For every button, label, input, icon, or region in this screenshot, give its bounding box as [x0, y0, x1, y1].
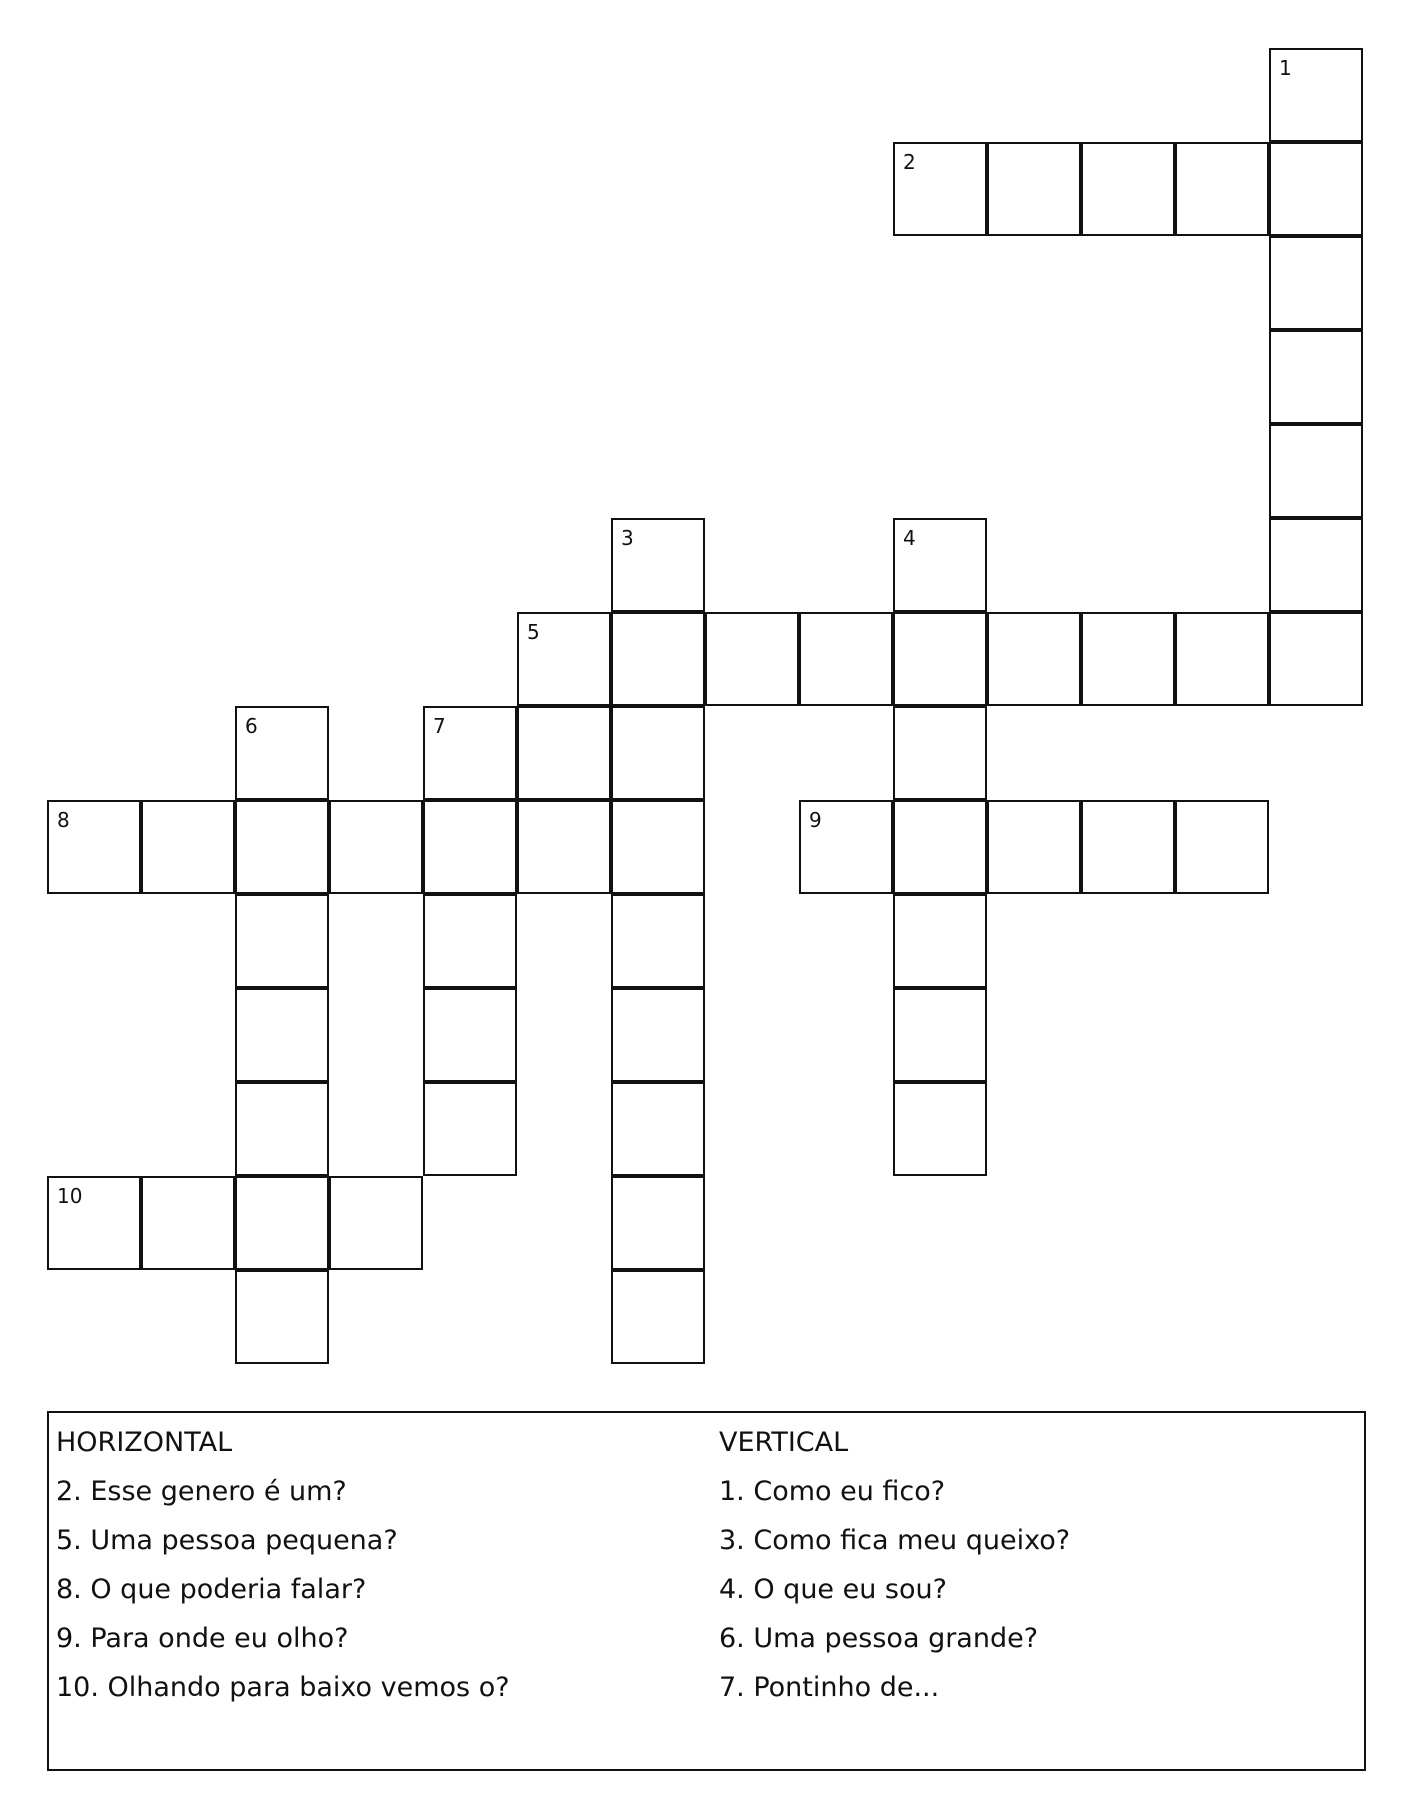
crossword-cell[interactable]	[893, 1082, 987, 1176]
clue-horizontal-9: 9. Para onde eu olho?	[56, 1623, 349, 1654]
cell-clue-number: 10	[57, 1184, 83, 1208]
crossword-cell[interactable]	[1081, 612, 1175, 706]
crossword-cell[interactable]	[1269, 330, 1363, 424]
vertical-heading: VERTICAL	[719, 1427, 849, 1458]
crossword-cell[interactable]	[1081, 142, 1175, 236]
crossword-cell[interactable]	[1175, 612, 1269, 706]
cell-clue-number: 2	[903, 150, 916, 174]
clue-vertical-7: 7. Pontinho de...	[719, 1672, 940, 1703]
crossword-cell[interactable]	[611, 800, 705, 894]
crossword-cell[interactable]	[423, 800, 517, 894]
crossword-cell[interactable]	[799, 800, 893, 894]
crossword-cell[interactable]	[893, 988, 987, 1082]
crossword-cell[interactable]	[611, 988, 705, 1082]
crossword-cell[interactable]	[611, 706, 705, 800]
cell-clue-number: 6	[245, 714, 258, 738]
crossword-cell[interactable]	[799, 612, 893, 706]
crossword-cell[interactable]	[141, 1176, 235, 1270]
crossword-cell[interactable]	[611, 1270, 705, 1364]
cell-clue-number: 9	[809, 808, 822, 832]
crossword-cell[interactable]	[47, 1176, 141, 1270]
crossword-cell[interactable]	[1175, 800, 1269, 894]
crossword-cell[interactable]	[141, 800, 235, 894]
crossword-cell[interactable]	[423, 988, 517, 1082]
crossword-cell[interactable]	[1269, 236, 1363, 330]
crossword-cell[interactable]	[893, 706, 987, 800]
crossword-cell[interactable]	[1175, 142, 1269, 236]
crossword-cell[interactable]	[235, 1082, 329, 1176]
crossword-cell[interactable]	[1269, 48, 1363, 142]
crossword-cell[interactable]	[423, 1082, 517, 1176]
crossword-cell[interactable]	[329, 800, 423, 894]
cell-clue-number: 7	[433, 714, 446, 738]
crossword-cell[interactable]	[893, 894, 987, 988]
clue-horizontal-2: 2. Esse genero é um?	[56, 1476, 347, 1507]
crossword-cell[interactable]	[329, 1176, 423, 1270]
crossword-cell[interactable]	[235, 988, 329, 1082]
clue-vertical-4: 4. O que eu sou?	[719, 1574, 947, 1605]
horizontal-heading: HORIZONTAL	[56, 1427, 233, 1458]
crossword-cell[interactable]	[235, 800, 329, 894]
crossword-cell[interactable]	[235, 1270, 329, 1364]
crossword-cell[interactable]	[893, 518, 987, 612]
crossword-cell[interactable]	[611, 612, 705, 706]
horizontal-clues	[56, 1427, 510, 1721]
crossword-cell[interactable]	[611, 1176, 705, 1270]
cell-clue-number: 1	[1279, 56, 1292, 80]
crossword-cell[interactable]	[235, 1176, 329, 1270]
crossword-cell[interactable]	[987, 612, 1081, 706]
crossword-cell[interactable]	[987, 142, 1081, 236]
clues-box	[47, 1411, 1366, 1771]
crossword-cell[interactable]	[517, 612, 611, 706]
cell-clue-number: 3	[621, 526, 634, 550]
crossword-cell[interactable]	[705, 612, 799, 706]
crossword-cell[interactable]	[1269, 518, 1363, 612]
cell-clue-number: 5	[527, 620, 540, 644]
crossword-cell[interactable]	[893, 800, 987, 894]
crossword-cell[interactable]	[423, 706, 517, 800]
clue-horizontal-5: 5. Uma pessoa pequena?	[56, 1525, 398, 1556]
crossword-cell[interactable]	[1269, 612, 1363, 706]
cell-clue-number: 4	[903, 526, 916, 550]
clue-horizontal-8: 8. O que poderia falar?	[56, 1574, 367, 1605]
clue-horizontal-10: 10. Olhando para baixo vemos o?	[56, 1672, 510, 1703]
crossword-cell[interactable]	[517, 706, 611, 800]
crossword-cell[interactable]	[47, 800, 141, 894]
crossword-cell[interactable]	[987, 800, 1081, 894]
crossword-cell[interactable]	[423, 894, 517, 988]
crossword-cell[interactable]	[1269, 424, 1363, 518]
clue-vertical-6: 6. Uma pessoa grande?	[719, 1623, 1039, 1654]
crossword-cell[interactable]	[235, 894, 329, 988]
clue-vertical-1: 1. Como eu fico?	[719, 1476, 946, 1507]
crossword-cell[interactable]	[1081, 800, 1175, 894]
vertical-clues	[719, 1427, 1070, 1721]
crossword-cell[interactable]	[611, 1082, 705, 1176]
cell-clue-number: 8	[57, 808, 70, 832]
crossword-cell[interactable]	[893, 142, 987, 236]
crossword-cell[interactable]	[517, 800, 611, 894]
crossword-cell[interactable]	[611, 518, 705, 612]
crossword-cell[interactable]	[1269, 142, 1363, 236]
crossword-cell[interactable]	[611, 894, 705, 988]
crossword-cell[interactable]	[893, 612, 987, 706]
crossword-cell[interactable]	[235, 706, 329, 800]
clue-vertical-3: 3. Como fica meu queixo?	[719, 1525, 1071, 1556]
